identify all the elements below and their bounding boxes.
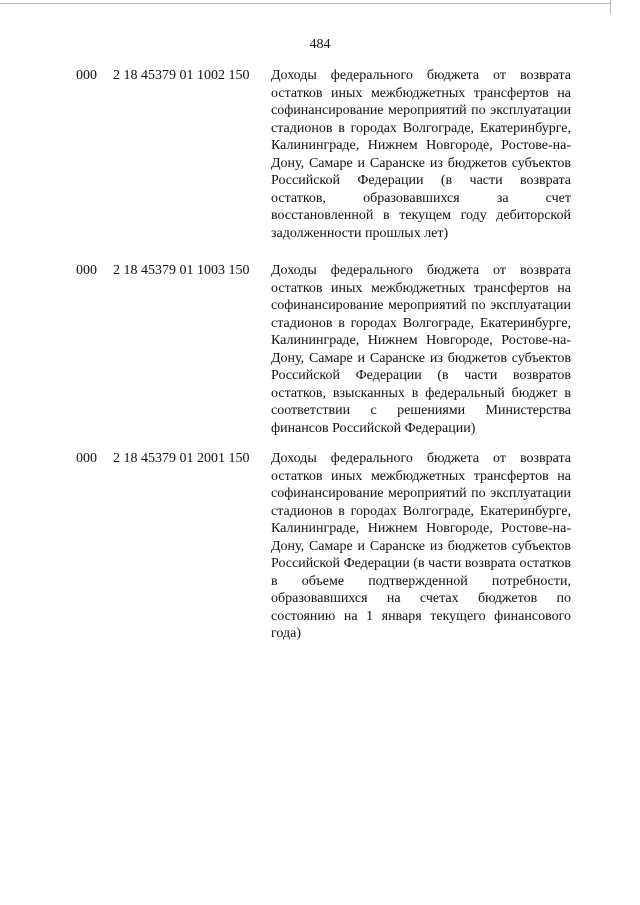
admin-code: 000 xyxy=(76,263,97,278)
income-description: Доходы федерального бюджета от возврата остатков иных межбюджетных трансфертов на софинансирование мероприятий по эксплуатации стадионов в городах Волгограде, Екатеринбурге, Калининграде, Нижнем Новгороде, Ростове-на-Дону, Самаре и Саранске из бюджетов субъектов Российской Федерации (в части возврата остатков, образовавшихся за счет восстановленной в текущем году дебиторской задолженности прошлых лет) xyxy=(271,68,571,241)
budget-classification-code: 2 18 45379 01 1003 150 xyxy=(113,263,250,278)
income-description: Доходы федерального бюджета от возврата остатков иных межбюджетных трансфертов на софинансирование мероприятий по эксплуатации стадионов в городах Волгограде, Екатеринбурге, Калининграде, Нижнем Новгороде, Ростове-на-Дону, Самаре и Саранске из бюджетов субъектов Российской Федерации (в части возвратов остатков, взысканных в федеральный бюджет в соответствии с решениями Министерства финансов Российской Федерации) xyxy=(271,263,571,436)
admin-code: 000 xyxy=(76,68,97,83)
scan-edge-line xyxy=(0,3,610,4)
income-description: Доходы федерального бюджета от возврата остатков иных межбюджетных трансфертов на софинансирование мероприятий по эксплуатации стадионов в городах Волгограде, Екатеринбурге, Калининграде, Нижнем Новгороде, Ростове-на-Дону, Самаре и Саранске из бюджетов субъектов Российской Федерации (в части возврата остатков в объеме подтвержденной потребности, образовавшихся на счетах бюджетов по состоянию на 1 января текущего финансового года) xyxy=(271,451,571,641)
scan-edge-mark xyxy=(610,0,611,14)
page-number: 484 xyxy=(309,37,331,52)
admin-code: 000 xyxy=(76,451,97,466)
budget-classification-code: 2 18 45379 01 2001 150 xyxy=(113,451,250,466)
budget-classification-code: 2 18 45379 01 1002 150 xyxy=(113,68,250,83)
